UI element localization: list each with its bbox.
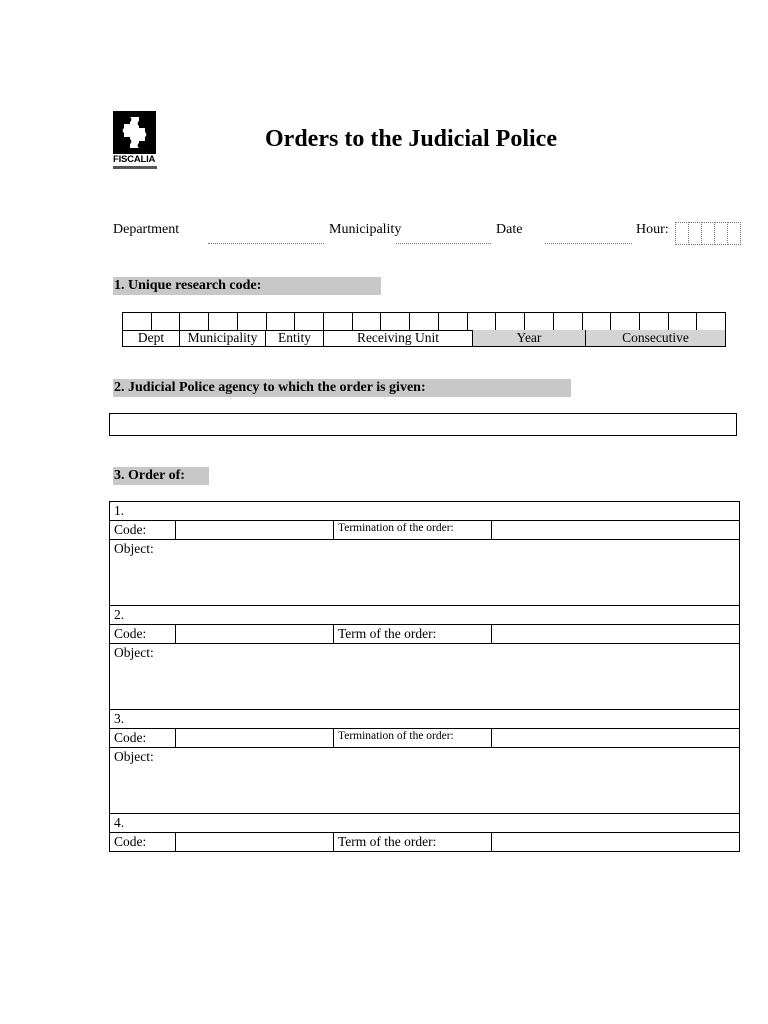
object-label: Object:: [114, 749, 154, 764]
code-cell[interactable]: [554, 313, 583, 330]
code-cell[interactable]: [640, 313, 669, 330]
code-cell[interactable]: [410, 313, 439, 330]
logo-subtitle-bar: [113, 166, 157, 169]
code-cell[interactable]: [697, 313, 725, 330]
order-number-row: [110, 606, 740, 625]
order-number-row: [110, 502, 740, 521]
code-label: Code:: [110, 729, 176, 748]
section2-heading: 2. Judicial Police agency to which the order is given:: [113, 379, 571, 397]
code-cell[interactable]: [353, 313, 382, 330]
orders-table: [109, 501, 740, 852]
code-cell[interactable]: [669, 313, 698, 330]
code-label: Code:: [110, 521, 176, 540]
object-field[interactable]: [110, 748, 740, 814]
hour-digit-box[interactable]: [714, 222, 728, 245]
code-cell[interactable]: [238, 313, 267, 330]
hour-digit-box[interactable]: [701, 222, 715, 245]
order-object-row: [110, 540, 740, 606]
department-label: Department: [113, 222, 180, 237]
code-label-entity: Entity: [266, 330, 324, 346]
code-input[interactable]: [176, 833, 334, 852]
order-number: 2.: [110, 606, 740, 625]
code-cell[interactable]: [180, 313, 209, 330]
date-field[interactable]: [545, 243, 632, 244]
order-number-row: [110, 814, 740, 833]
hour-label: Hour:: [636, 222, 669, 237]
code-cell[interactable]: [525, 313, 554, 330]
term-input[interactable]: [492, 521, 740, 540]
object-field[interactable]: [110, 540, 740, 606]
code-cell[interactable]: [439, 313, 468, 330]
code-input[interactable]: [176, 625, 334, 644]
order-code-row: [110, 833, 740, 852]
code-input[interactable]: [176, 521, 334, 540]
date-label: Date: [496, 222, 523, 237]
hour-digit-box[interactable]: [727, 222, 741, 245]
code-label-municipality: Municipality: [180, 330, 266, 346]
code-label-consecutive: Consecutive: [586, 330, 725, 346]
code-label-year: Year: [473, 330, 586, 346]
object-field[interactable]: [110, 644, 740, 710]
code-label-dept: Dept: [123, 330, 180, 346]
order-code-row: [110, 625, 740, 644]
order-number-row: [110, 710, 740, 729]
code-cell[interactable]: [123, 313, 152, 330]
term-label: Termination of the order:: [334, 521, 492, 540]
term-input[interactable]: [492, 729, 740, 748]
section1-heading: 1. Unique research code:: [113, 277, 381, 295]
order-code-row: [110, 521, 740, 540]
code-label: Code:: [110, 625, 176, 644]
code-cell[interactable]: [611, 313, 640, 330]
code-cell[interactable]: [381, 313, 410, 330]
municipality-field[interactable]: [396, 243, 491, 244]
code-cell[interactable]: [583, 313, 612, 330]
term-input[interactable]: [492, 625, 740, 644]
code-label: Code:: [110, 833, 176, 852]
object-label: Object:: [114, 645, 154, 660]
order-object-row: [110, 748, 740, 814]
term-label: Term of the order:: [334, 833, 492, 852]
object-label: Object:: [114, 541, 154, 556]
hour-digit-box[interactable]: [688, 222, 702, 245]
research-code-labels: [123, 330, 725, 346]
logo-name: FISCALIA: [113, 154, 156, 165]
code-cell[interactable]: [468, 313, 497, 330]
order-number: 1.: [110, 502, 740, 521]
order-number: 4.: [110, 814, 740, 833]
section3-heading: 3. Order of:: [113, 467, 209, 485]
code-label-receiving-unit: Receiving Unit: [324, 330, 473, 346]
code-input[interactable]: [176, 729, 334, 748]
term-label: Termination of the order:: [334, 729, 492, 748]
order-object-row: [110, 644, 740, 710]
term-input[interactable]: [492, 833, 740, 852]
order-code-row: [110, 729, 740, 748]
hour-field[interactable]: [676, 222, 741, 244]
code-cell[interactable]: [295, 313, 324, 330]
code-cell[interactable]: [152, 313, 181, 330]
research-code-cells[interactable]: [123, 313, 725, 331]
code-cell[interactable]: [496, 313, 525, 330]
page-title: Orders to the Judicial Police: [265, 126, 557, 152]
term-label: Term of the order:: [334, 625, 492, 644]
code-cell[interactable]: [324, 313, 353, 330]
hour-digit-box[interactable]: [675, 222, 689, 245]
code-cell[interactable]: [267, 313, 296, 330]
agency-input[interactable]: [109, 413, 737, 436]
code-cell[interactable]: [209, 313, 238, 330]
municipality-label: Municipality: [329, 222, 402, 237]
research-code-grid: [122, 312, 726, 347]
department-field[interactable]: [208, 243, 324, 244]
order-number: 3.: [110, 710, 740, 729]
